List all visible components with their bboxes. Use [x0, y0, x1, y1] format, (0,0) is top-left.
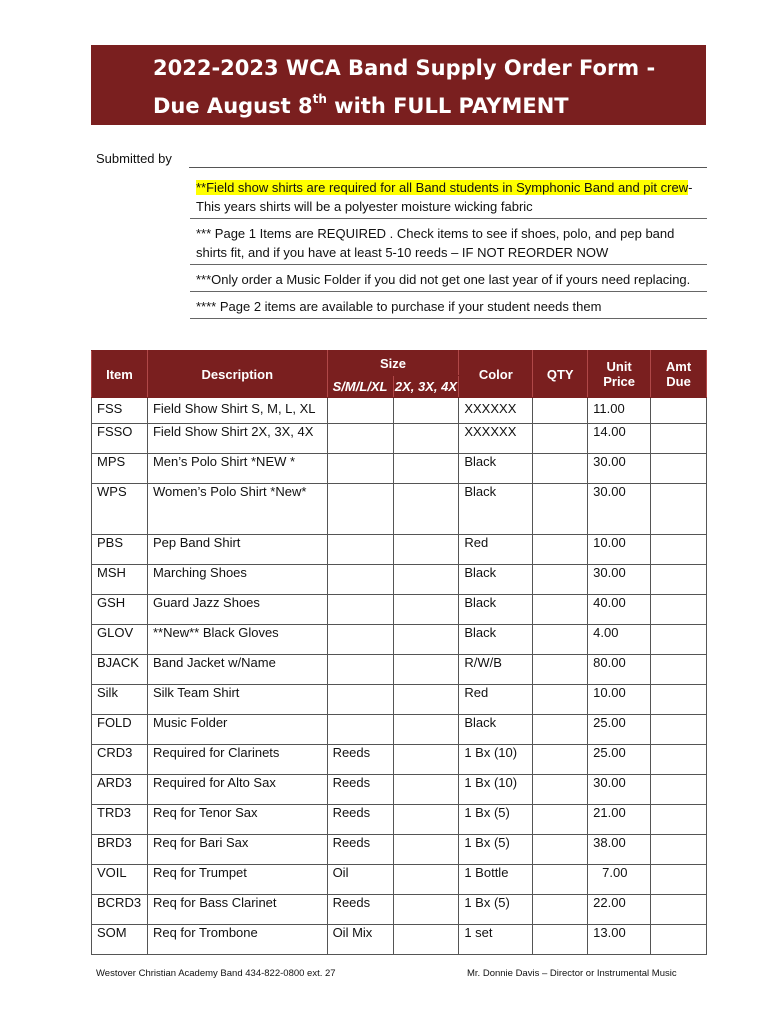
header-color: Color: [459, 351, 533, 398]
size-regular-cell[interactable]: [327, 535, 393, 565]
unit-price: 40.00: [588, 595, 651, 625]
item-code: TRD3: [92, 805, 148, 835]
size-plus-cell[interactable]: [393, 565, 459, 595]
size-plus-cell[interactable]: [393, 535, 459, 565]
item-code: BCRD3: [92, 895, 148, 925]
header-size-regular: S/M/L/XL: [327, 376, 393, 398]
table-row: [92, 595, 707, 625]
item-code: BJACK: [92, 655, 148, 685]
form-title-line2: [153, 85, 706, 123]
note-page1-required: *** Page 1 Items are REQUIRED . Check items to see if shoes, polo, and pep band shirts fit, and if you have at least 5-10 reeds – IF NOT REORDER NOW: [190, 224, 707, 265]
amt-due-cell[interactable]: [651, 925, 707, 955]
size-plus-cell[interactable]: [393, 398, 459, 424]
qty-cell[interactable]: [533, 454, 588, 484]
size-regular-cell[interactable]: [327, 625, 393, 655]
item-description: Req for Trumpet: [147, 865, 327, 895]
unit-price: 80.00: [588, 655, 651, 685]
item-color: XXXXXX: [459, 398, 533, 424]
unit-price: 30.00: [588, 565, 651, 595]
item-color: 1 Bx (5): [459, 805, 533, 835]
item-code: Silk: [92, 685, 148, 715]
table-row: [92, 625, 707, 655]
item-description: **New** Black Gloves: [147, 625, 327, 655]
size-regular-cell[interactable]: [327, 484, 393, 535]
size-regular-cell[interactable]: Reeds: [327, 835, 393, 865]
unit-price: 10.00: [588, 685, 651, 715]
size-plus-cell[interactable]: [393, 895, 459, 925]
qty-cell[interactable]: [533, 865, 588, 895]
size-plus-cell[interactable]: [393, 925, 459, 955]
table-row: [92, 925, 707, 955]
footer-contact: Westover Christian Academy Band 434-822-0800 ext. 27: [96, 968, 336, 979]
unit-price: 14.00: [588, 424, 651, 454]
table-row: [92, 454, 707, 484]
item-description: Pep Band Shirt: [147, 535, 327, 565]
header-size-plus: 2X, 3X, 4X: [393, 376, 459, 398]
item-code: GLOV: [92, 625, 148, 655]
item-description: Field Show Shirt 2X, 3X, 4X: [147, 424, 327, 454]
amt-due-cell[interactable]: [651, 424, 707, 454]
item-color: 1 Bx (5): [459, 835, 533, 865]
title-superscript: th: [312, 92, 327, 106]
unit-price: 13.00: [588, 925, 651, 955]
title-payment-text: with FULL PAYMENT: [326, 94, 569, 118]
item-description: Required for Clarinets: [147, 745, 327, 775]
item-color: R/W/B: [459, 655, 533, 685]
qty-cell[interactable]: [533, 595, 588, 625]
unit-price: 25.00: [588, 715, 651, 745]
amt-due-cell[interactable]: [651, 745, 707, 775]
item-description: Field Show Shirt S, M, L, XL: [147, 398, 327, 424]
amt-due-cell[interactable]: [651, 715, 707, 745]
header-amt-due: Amt Due: [651, 351, 707, 398]
unit-price: 7.00: [588, 865, 651, 895]
unit-price: 25.00: [588, 745, 651, 775]
amt-due-cell[interactable]: [651, 775, 707, 805]
table-row: [92, 805, 707, 835]
qty-cell[interactable]: [533, 655, 588, 685]
size-regular-cell[interactable]: [327, 655, 393, 685]
footer-director: Mr. Donnie Davis – Director or Instrumental Music: [467, 968, 677, 979]
size-regular-cell[interactable]: Reeds: [327, 895, 393, 925]
size-regular-cell[interactable]: [327, 685, 393, 715]
qty-cell[interactable]: [533, 565, 588, 595]
item-code: BRD3: [92, 835, 148, 865]
size-plus-cell[interactable]: [393, 655, 459, 685]
table-row: [92, 775, 707, 805]
qty-cell[interactable]: [533, 745, 588, 775]
amt-due-cell[interactable]: [651, 835, 707, 865]
item-color: Black: [459, 715, 533, 745]
item-description: Music Folder: [147, 715, 327, 745]
submitted-by-field[interactable]: [189, 167, 707, 168]
unit-price: 38.00: [588, 835, 651, 865]
form-title-line1: 2022-2023 WCA Band Supply Order Form -: [153, 56, 656, 80]
amt-due-cell[interactable]: [651, 625, 707, 655]
qty-cell[interactable]: [533, 895, 588, 925]
table-row: [92, 484, 707, 535]
size-plus-cell[interactable]: [393, 805, 459, 835]
item-code: CRD3: [92, 745, 148, 775]
qty-cell[interactable]: [533, 398, 588, 424]
item-description: Req for Bass Clarinet: [147, 895, 327, 925]
size-plus-cell[interactable]: [393, 745, 459, 775]
item-code: MSH: [92, 565, 148, 595]
header-item: Item: [92, 351, 148, 398]
header-unit-price: Unit Price: [588, 351, 651, 398]
item-color: 1 Bx (10): [459, 745, 533, 775]
unit-price: 21.00: [588, 805, 651, 835]
size-plus-cell[interactable]: [393, 685, 459, 715]
size-plus-cell[interactable]: [393, 424, 459, 454]
size-regular-cell[interactable]: Reeds: [327, 805, 393, 835]
unit-price: 30.00: [588, 775, 651, 805]
amt-due-cell[interactable]: [651, 895, 707, 925]
amt-due-cell[interactable]: [651, 595, 707, 625]
item-description: Women’s Polo Shirt *New*: [147, 484, 327, 535]
qty-cell[interactable]: [533, 775, 588, 805]
note-highlight: **Field show shirts are required for all Band students in Symphonic Band and pit crew: [196, 180, 689, 195]
submitted-by-label: Submitted by: [96, 151, 172, 166]
item-description: Marching Shoes: [147, 565, 327, 595]
item-description: Band Jacket w/Name: [147, 655, 327, 685]
size-plus-cell[interactable]: [393, 454, 459, 484]
table-row: [92, 655, 707, 685]
header-size: Size: [327, 351, 459, 376]
note-field-show-shirts: [190, 178, 707, 219]
unit-price: 22.00: [588, 895, 651, 925]
amt-due-cell[interactable]: [651, 398, 707, 424]
unit-price: 4.00: [588, 625, 651, 655]
item-color: 1 set: [459, 925, 533, 955]
form-title-banner: [91, 45, 706, 125]
size-plus-cell[interactable]: [393, 625, 459, 655]
amt-due-cell[interactable]: [651, 454, 707, 484]
item-code: ARD3: [92, 775, 148, 805]
table-row: [92, 565, 707, 595]
item-code: GSH: [92, 595, 148, 625]
item-description: Req for Trombone: [147, 925, 327, 955]
unit-price: 11.00: [588, 398, 651, 424]
size-regular-cell[interactable]: [327, 398, 393, 424]
size-regular-cell[interactable]: Oil Mix: [327, 925, 393, 955]
header-description: Description: [147, 351, 327, 398]
item-color: XXXXXX: [459, 424, 533, 454]
size-regular-cell[interactable]: [327, 424, 393, 454]
table-row: [92, 835, 707, 865]
size-regular-cell[interactable]: [327, 715, 393, 745]
item-code: PBS: [92, 535, 148, 565]
qty-cell[interactable]: [533, 715, 588, 745]
qty-cell[interactable]: [533, 685, 588, 715]
qty-cell[interactable]: [533, 625, 588, 655]
order-table: [91, 350, 707, 955]
size-plus-cell[interactable]: [393, 865, 459, 895]
item-color: Black: [459, 565, 533, 595]
table-row: [92, 424, 707, 454]
size-regular-cell[interactable]: Oil: [327, 865, 393, 895]
item-description: Req for Bari Sax: [147, 835, 327, 865]
item-color: Black: [459, 625, 533, 655]
table-row: [92, 715, 707, 745]
qty-cell[interactable]: [533, 535, 588, 565]
item-description: Req for Tenor Sax: [147, 805, 327, 835]
size-regular-cell[interactable]: [327, 454, 393, 484]
amt-due-cell[interactable]: [651, 655, 707, 685]
item-code: FOLD: [92, 715, 148, 745]
qty-cell[interactable]: [533, 424, 588, 454]
item-color: Red: [459, 535, 533, 565]
item-color: Black: [459, 454, 533, 484]
amt-due-cell[interactable]: [651, 535, 707, 565]
item-color: Black: [459, 484, 533, 535]
item-code: MPS: [92, 454, 148, 484]
item-description: Silk Team Shirt: [147, 685, 327, 715]
item-code: FSS: [92, 398, 148, 424]
table-row: [92, 398, 707, 424]
title-due-text: Due August 8: [153, 94, 313, 118]
item-code: SOM: [92, 925, 148, 955]
item-description: Required for Alto Sax: [147, 775, 327, 805]
qty-cell[interactable]: [533, 805, 588, 835]
amt-due-cell[interactable]: [651, 484, 707, 535]
amt-due-cell[interactable]: [651, 685, 707, 715]
header-qty: QTY: [533, 351, 588, 398]
note-page2-items: **** Page 2 items are available to purchase if your student needs them: [190, 297, 707, 319]
size-plus-cell[interactable]: [393, 595, 459, 625]
item-code: VOIL: [92, 865, 148, 895]
size-plus-cell[interactable]: [393, 835, 459, 865]
note-rest: - This years shirts will be a polyester moisture wicking fabric: [196, 180, 693, 214]
unit-price: 30.00: [588, 454, 651, 484]
unit-price: 10.00: [588, 535, 651, 565]
size-regular-cell[interactable]: Reeds: [327, 775, 393, 805]
notes-section: [190, 178, 707, 319]
item-code: FSSO: [92, 424, 148, 454]
item-color: Black: [459, 595, 533, 625]
size-regular-cell[interactable]: [327, 565, 393, 595]
item-code: WPS: [92, 484, 148, 535]
table-row: [92, 745, 707, 775]
item-description: Guard Jazz Shoes: [147, 595, 327, 625]
item-color: 1 Bx (10): [459, 775, 533, 805]
note-music-folder: ***Only order a Music Folder if you did not get one last year of if yours need replacing.: [190, 270, 707, 292]
item-description: Men’s Polo Shirt *NEW *: [147, 454, 327, 484]
table-row: [92, 535, 707, 565]
size-plus-cell[interactable]: [393, 484, 459, 535]
qty-cell[interactable]: [533, 835, 588, 865]
item-color: 1 Bx (5): [459, 895, 533, 925]
size-plus-cell[interactable]: [393, 715, 459, 745]
size-regular-cell[interactable]: [327, 595, 393, 625]
table-row: [92, 685, 707, 715]
amt-due-cell[interactable]: [651, 565, 707, 595]
table-row: [92, 865, 707, 895]
item-color: 1 Bottle: [459, 865, 533, 895]
size-plus-cell[interactable]: [393, 775, 459, 805]
qty-cell[interactable]: [533, 925, 588, 955]
size-regular-cell[interactable]: Reeds: [327, 745, 393, 775]
qty-cell[interactable]: [533, 484, 588, 535]
table-row: [92, 895, 707, 925]
item-color: Red: [459, 685, 533, 715]
amt-due-cell[interactable]: [651, 805, 707, 835]
unit-price: 30.00: [588, 484, 651, 535]
amt-due-cell[interactable]: [651, 865, 707, 895]
